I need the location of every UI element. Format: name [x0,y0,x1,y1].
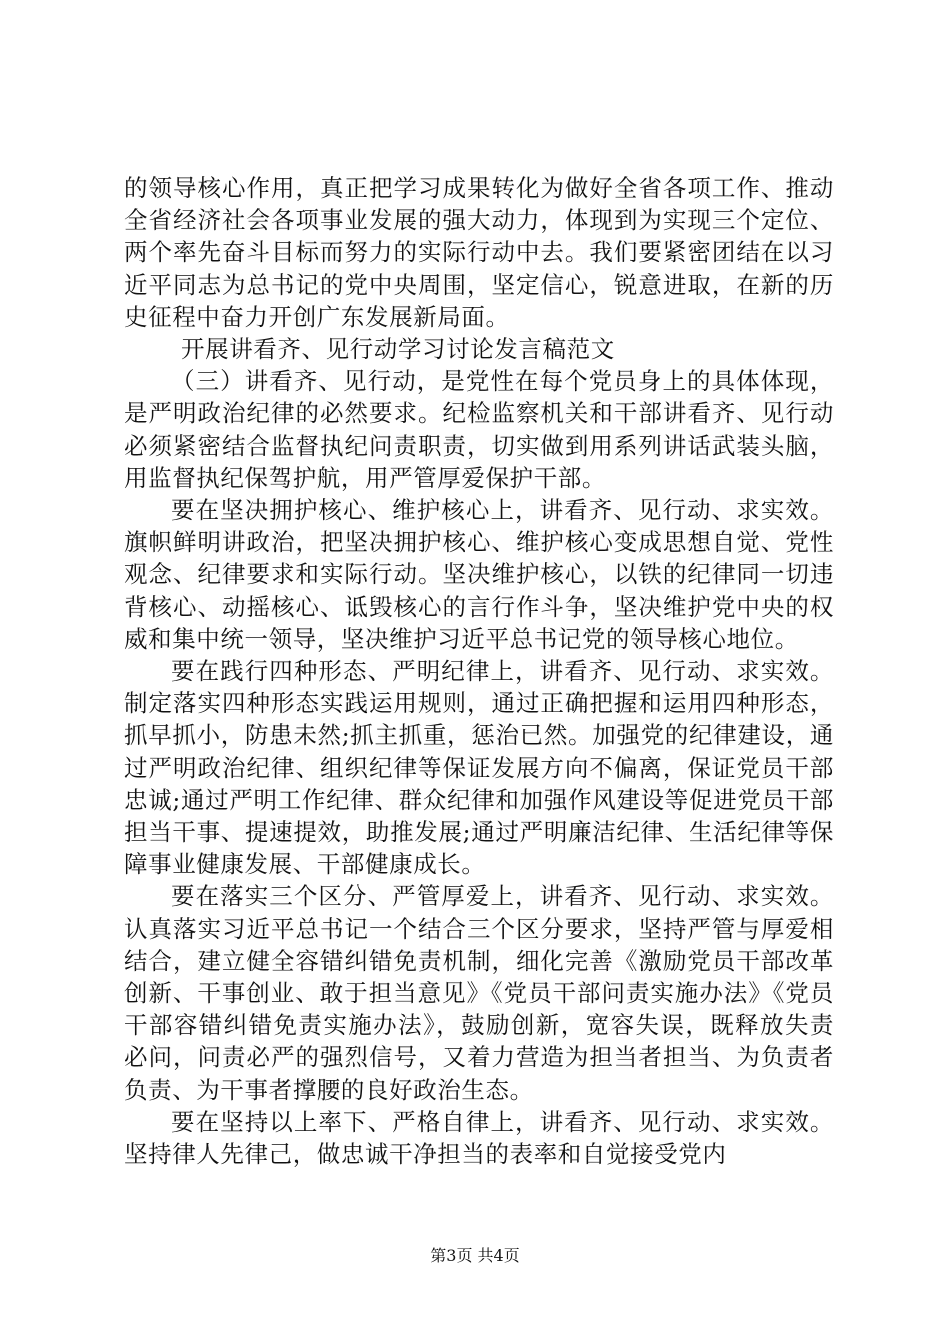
paragraph-intro: （三）讲看齐、见行动，是党性在每个党员身上的具体体现，是严明政治纪律的必然要求。纪检监察机关和干部讲看齐、见行动必须紧密结合监督执纪问责职责，切实做到用系列讲话武装头脑，用监督执纪保驾护航，用严管厚爱保护干部。 [124,367,834,492]
paragraph-core: 要在坚决拥护核心、维护核心上，讲看齐、见行动、求实效。旗帜鲜明讲政治，把坚决拥护核心、维护核心变成思想自觉、党性观念、纪律要求和实际行动。坚决维护核心，以铁的纪律同一切违背核心、动摇核心、诋毁核心的言行作斗争，坚决维护党中央的权威和集中统一领导，坚决维护习近平总书记党的领导核心地位。 [124,496,834,653]
paragraph-discipline: 要在践行四种形态、严明纪律上，讲看齐、见行动、求实效。制定落实四种形态实践运用规则，通过正确把握和运用四种形态，抓早抓小，防患未然;抓主抓重，惩治已然。加强党的纪律建设，通过严明政治纪律、组织纪律等保证发展方向不偏离，保证党员干部忠诚;通过严明工作纪律、群众纪律和加强作风建设等促进党员干部担当干事、提速提效，助推发展;通过严明廉洁纪律、生活纪律等保障事业健康发展、干部健康成长。 [124,657,834,879]
paragraph-continued: 的领导核心作用，真正把学习成果转化为做好全省各项工作、推动全省经济社会各项事业发展的强大动力，体现到为实现三个定位、两个率先奋斗目标而努力的实际行动中去。我们要紧密团结在以习近平同志为总书记的党中央周围，坚定信心，锐意进取，在新的历史征程中奋力开创广东发展新局面。 [124,174,834,331]
page-number: 第3页 共4页 [430,1246,520,1265]
section-title: 开展讲看齐、见行动学习讨论发言稿范文 [181,335,615,364]
paragraph-distinctions: 要在落实三个区分、严管厚爱上，讲看齐、见行动、求实效。认真落实习近平总书记一个结合三个区分要求，坚持严管与厚爱相结合，建立健全容错纠错免责机制，细化完善《激励党员干部改革创新、干事创业、敢于担当意见》《党员干部问责实施办法》《党员干部容错纠错免责实施办法》，鼓励创新，宽容失误，既释放失责必问，问责必严的强烈信号，又着力营造为担当者担当、为负责者负责、为干事者撑腰的良好政治生态。 [124,882,834,1104]
document-body [124,172,834,1170]
paragraph-self-discipline: 要在坚持以上率下、严格自律上，讲看齐、见行动、求实效。坚持律人先律己，做忠诚干净担当的表率和自觉接受党内 [124,1107,834,1169]
